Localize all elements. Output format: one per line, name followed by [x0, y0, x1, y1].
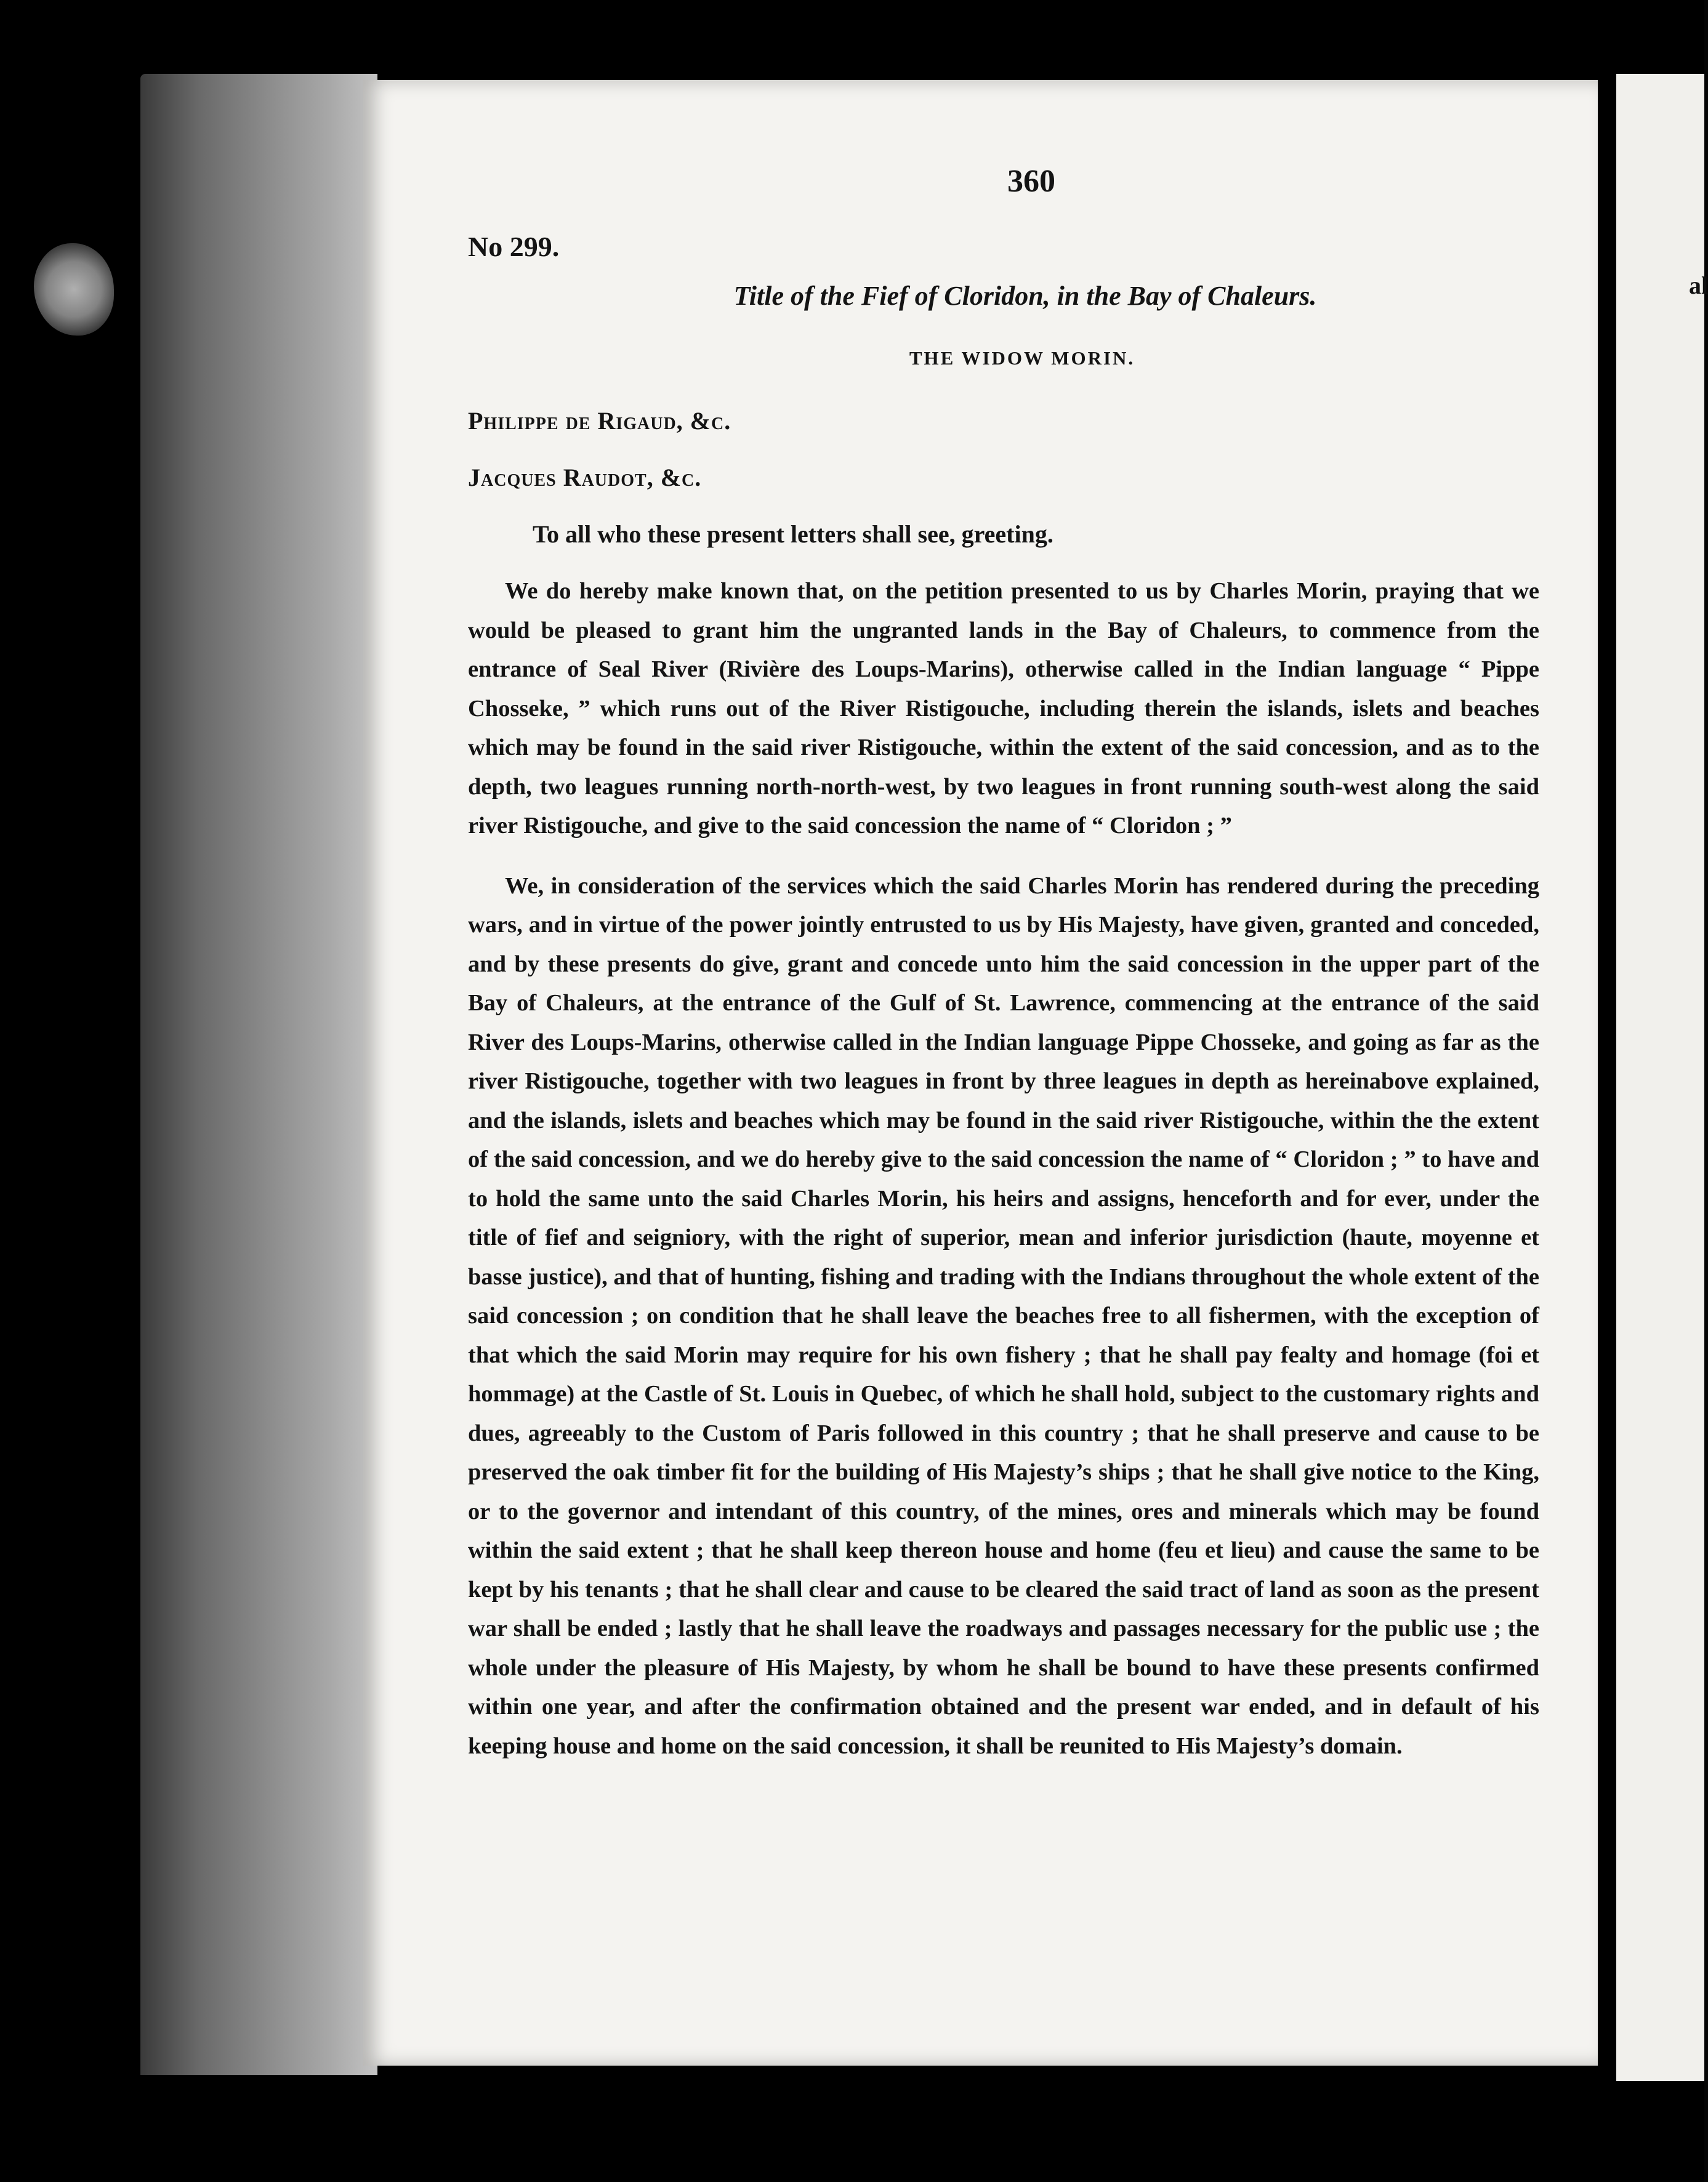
document-title: Title of the Fief of Cloridon, in the Bay of Chaleurs. [733, 281, 1317, 311]
document-number: No 299. [468, 231, 560, 262]
greeting-line: To all who these present letters shall see, greeting. [533, 520, 1053, 548]
grant-paragraph: We, in consideration of the services which the said Charles Morin has rendered during the preceding wars, and in virtue of the power jointly entrusted to us by His Majesty, have given, granted and conceded, and by these presents do give, grant and concede unto him the said concession in the upper part of the Bay of Chaleurs, at the entrance of the Gulf of St. Lawrence, commencing at the entrance of the said River des Loups-Marins, otherwise called in the Indian language Pippe Chosseke, and going as far as the river Ristigouche, together with two leagues in front by three leagues in depth as hereinabove explained, and the islands, islets and beaches which may be found in the said river Ristigouche, within the the extent of the said concession, and we do hereby give to the said concession the name of “ Cloridon ; ” to have and to hold the same unto the said Charles Morin, his heirs and assigns, henceforth and for ever, under the title of fief and seigniory, with the right of superior, mean and inferior jurisdiction (haute, moyenne et basse justice), and that of hunting, fishing and trading with the Indians throughout the whole extent of the said concession ; on condition that he shall leave the beaches free to all fishermen, with the exception of that which the said Morin may require for his own fishery ; that he shall pay fealty and homage (foi et hommage) at the Castle of St. Louis in Quebec, of which he shall hold, subject to the customary rights and dues, agreeably to the Custom of Paris followed in this country ; that he shall preserve and cause to be preserved the oak timber fit for the building of His Majesty’s ships ; that he shall give notice to the King, or to the governor and intendant of this country, of the mines, ores and minerals which may be found within the said extent ; that he shall keep thereon house and home (feu et lieu) and cause the same to be kept by his tenants ; that he shall clear and cause to be cleared the said tract of land as soon as the present war shall be ended ; lastly that he shall leave the roadways and passages necessary for the public use ; the whole under the pleasure of His Majesty, by whom he shall be bound to have these presents confirmed within one year, and after the confirmation obtained and the present war ended, and in default of his keeping house and home on the said concession, it shall be reunited to His Majesty’s domain. [468, 872, 1539, 1759]
page-content [468, 163, 1539, 1787]
adjacent-page-text-fragment: al [1689, 272, 1708, 299]
ink-blot [34, 243, 114, 336]
signatory-line: Jacques Raudot, &c. [468, 464, 702, 491]
petition-paragraph: We do hereby make known that, on the petition presented to us by Charles Morin, praying that we would be pleased to grant him the ungranted lands in the Bay of Chaleurs, to commence from the entrance of Seal River (Rivière des Loups-Marins), otherwise called in the Indian language “ Pippe Chosseke, ” which runs out of the River Ristigouche, including therein the islands, islets and beaches which may be found in the said river Ristigouche, within the extent of the said concession, and as to the depth, two leagues running north-north-west, by two leagues in front running south-west along the said river Ristigouche, and give to the said concession the name of “ Cloridon ; ” [468, 578, 1539, 839]
signatory-line: Philippe de Rigaud, &c. [468, 407, 731, 435]
document-subheading: THE WIDOW MORIN. [909, 347, 1135, 369]
adjacent-page [1616, 74, 1708, 2081]
book-page-edges [140, 74, 377, 2075]
page-number: 360 [1007, 164, 1055, 199]
